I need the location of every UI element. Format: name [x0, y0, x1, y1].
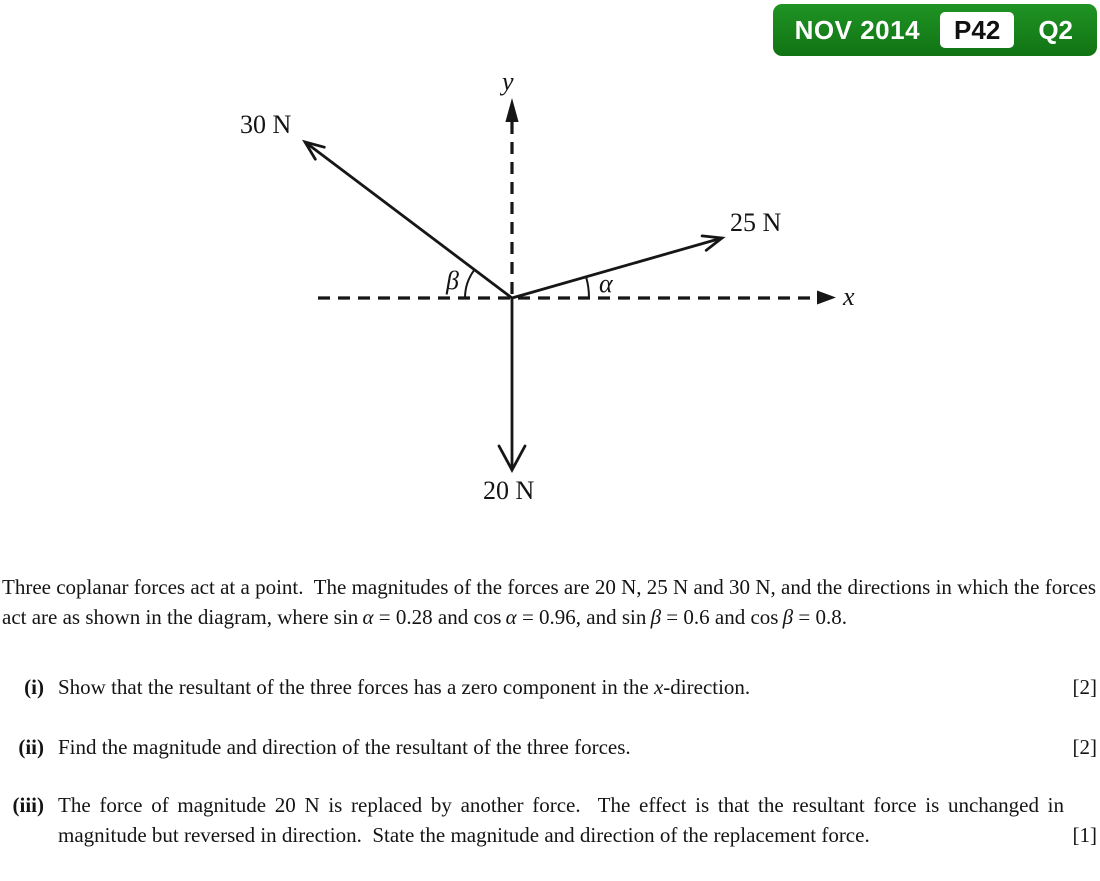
part-i-text: Show that the resultant of the three forces has a zero component in the x-direction.	[58, 675, 751, 699]
force-30n-label: 30 N	[240, 110, 292, 139]
angle-alpha	[586, 269, 614, 298]
part-ii-number: (ii)	[18, 735, 44, 759]
part-i-number: (i)	[24, 675, 44, 699]
part-iii-marks: [1]	[1072, 823, 1097, 847]
x-axis-label: x	[843, 282, 855, 311]
problem-statement: Three coplanar forces act at a point. The magnitudes of the forces are 20 N, 25 N and 30 N, and the directions in which the forces act are as shown in the diagram, where sin α = 0.28 and cos α = 0.96, and sin β = 0.6 and cos β = 0.8.	[2, 575, 1096, 629]
angle-beta-label: β	[446, 266, 459, 295]
badge-question-label: Q2	[1038, 14, 1073, 45]
force-20n-label: 20 N	[483, 476, 535, 505]
badge-session-label: NOV 2014	[794, 14, 921, 45]
force-20n-arrow	[483, 298, 535, 505]
question-part-i	[0, 672, 1100, 702]
x-axis-arrowhead-icon	[817, 291, 836, 305]
angle-beta	[445, 266, 475, 298]
part-i-marks: [2]	[1072, 675, 1097, 699]
badge-paper-label: P42	[940, 12, 1014, 48]
part-iii-text: The force of magnitude 20 N is replaced by another force. The effect is that the resultant force is unchanged in magnitude but reversed in direction. State the magnitude and direction of the replacement force.	[58, 793, 1064, 847]
y-axis-arrowhead-icon	[505, 98, 518, 122]
question-part-ii	[0, 732, 1100, 762]
part-iii-number: (iii)	[12, 793, 44, 817]
question-part-iii	[0, 790, 1100, 850]
angle-alpha-label: α	[599, 269, 613, 298]
y-axis-label: y	[502, 67, 514, 96]
force-30n-arrow	[240, 110, 512, 298]
part-ii-marks: [2]	[1072, 735, 1097, 759]
part-ii-text: Find the magnitude and direction of the resultant of the three forces.	[58, 735, 631, 759]
y-axis	[499, 67, 519, 294]
force-25n-arrow	[512, 208, 782, 298]
force-25n-label: 25 N	[730, 208, 782, 237]
x-axis	[318, 282, 855, 311]
